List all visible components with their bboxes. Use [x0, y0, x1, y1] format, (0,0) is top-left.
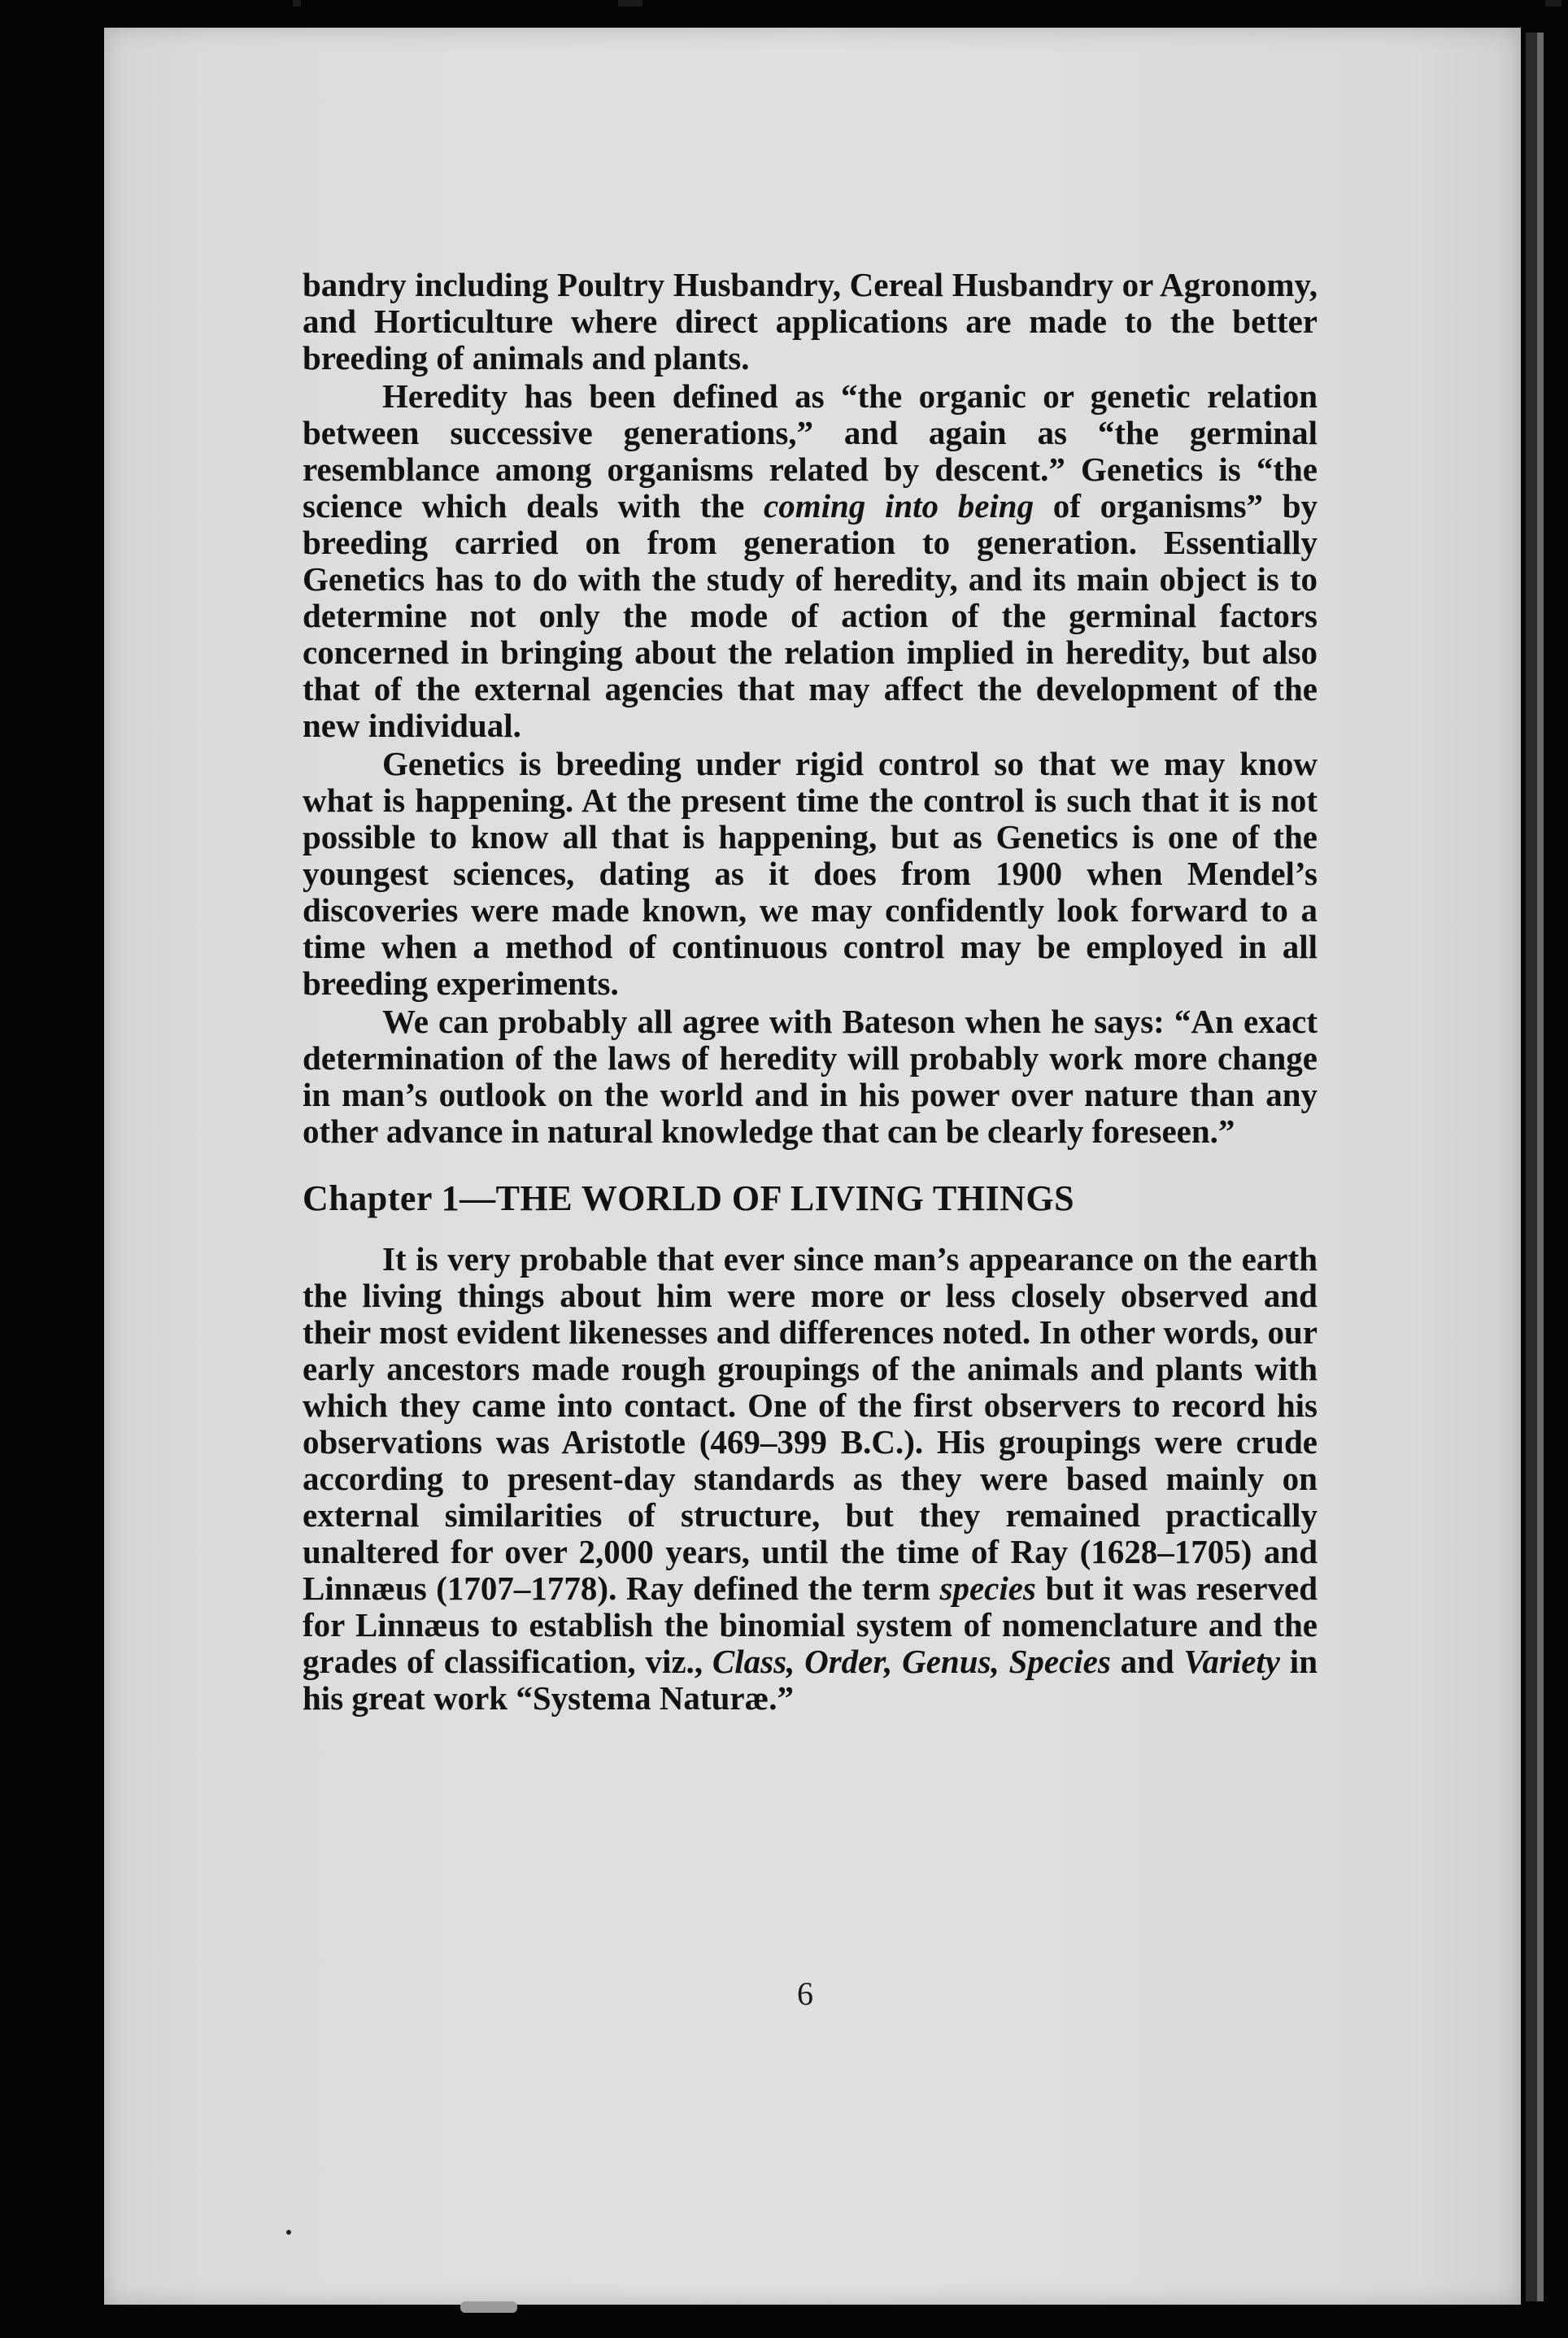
rank-order: Order, [804, 1643, 893, 1680]
heredity-paragraph [303, 378, 1318, 744]
page-body-text [303, 267, 1318, 1717]
chapter-number: Chapter 1— [303, 1178, 496, 1218]
scan-dust-speck [286, 2230, 291, 2235]
book-spine-shadow [1526, 33, 1537, 2301]
rank-species: Species [1008, 1643, 1111, 1680]
chapter-text-b: but it was reserved for Linnæus to establish the binomial system of nomenclature and the grades of classification, viz., [303, 1570, 1318, 1680]
chapter-text-c: in his great work “Systema Naturæ.” [303, 1643, 1318, 1717]
scan-artifact-mark [618, 0, 642, 7]
scan-artifact-smudge [460, 2301, 517, 2313]
heredity-text-b: of organisms” by breeding carried on from generation to generation. Essentially Genetics has to do with the study of heredity, and its main object is to determine not only the mode of action of the germinal factors concerned in bringing about the relation implied in heredity, but also that of the external agencies that may affect the development of the new individual. [303, 487, 1318, 744]
scan-artifact-mark [293, 0, 301, 7]
bateson-paragraph: We can probably all agree with Bateson when he says: “An exact determination of the laws of heredity will probably work more change in man’s outlook on the world and in his power over nature than any other advance in natural knowledge that can be clearly foreseen.” [303, 1003, 1318, 1150]
book-spine-edge [1537, 33, 1544, 2301]
rank-genus: Genus, [902, 1643, 1000, 1680]
rank-class: Class, [712, 1643, 795, 1680]
chapter-paragraph [303, 1241, 1318, 1717]
word-and: and [1120, 1643, 1174, 1680]
rank-variety: Variety [1183, 1643, 1280, 1680]
term-species: species [939, 1570, 1036, 1607]
genetics-paragraph: Genetics is breeding under rigid control so that we may know what is happening. At the present time the control is such that it is not possible to know all that is happening, but as Genetics is one of the youngest sciences, dating as it does from 1900 when Mendel’s discoveries were made known, we may confidently look forward to a time when a method of continuous control may be employed in all breeding experiments. [303, 745, 1318, 1002]
chapter-title: THE WORLD OF LIVING THINGS [495, 1178, 1075, 1218]
heredity-text-a: Heredity has been defined as “the organic or genetic relation between successive generations,” and again as “the germinal resemblance among organisms related by descent.” Genetics is “the science which deals with the [303, 377, 1318, 525]
continued-paragraph: bandry including Poultry Husbandry, Cereal Husbandry or Agronomy, and Horticulture where direct applications are made to the better breeding of animals and plants. [303, 266, 1318, 377]
chapter-heading [303, 1178, 1318, 1220]
italic-phrase: coming into being [764, 487, 1034, 525]
scan-artifact-mark [1545, 0, 1561, 7]
chapter-text-a: It is very probable that ever since man’s appearance on the earth the living things about him were more or less closely observed and their most evident likenesses and differences noted. In other words, our early ancestors made rough groupings of the animals and plants with which they came into contact. One of the first observers to record his observations was Aristotle (469–399 B.C.). His groupings were crude according to present-day standards as they were based mainly on external similarities of structure, but they remained practically unaltered for over 2,000 years, until the time of Ray (1628–1705) and Linnæus (1707–1778). Ray defined the term [303, 1240, 1318, 1607]
page-number: 6 [797, 1975, 813, 2012]
